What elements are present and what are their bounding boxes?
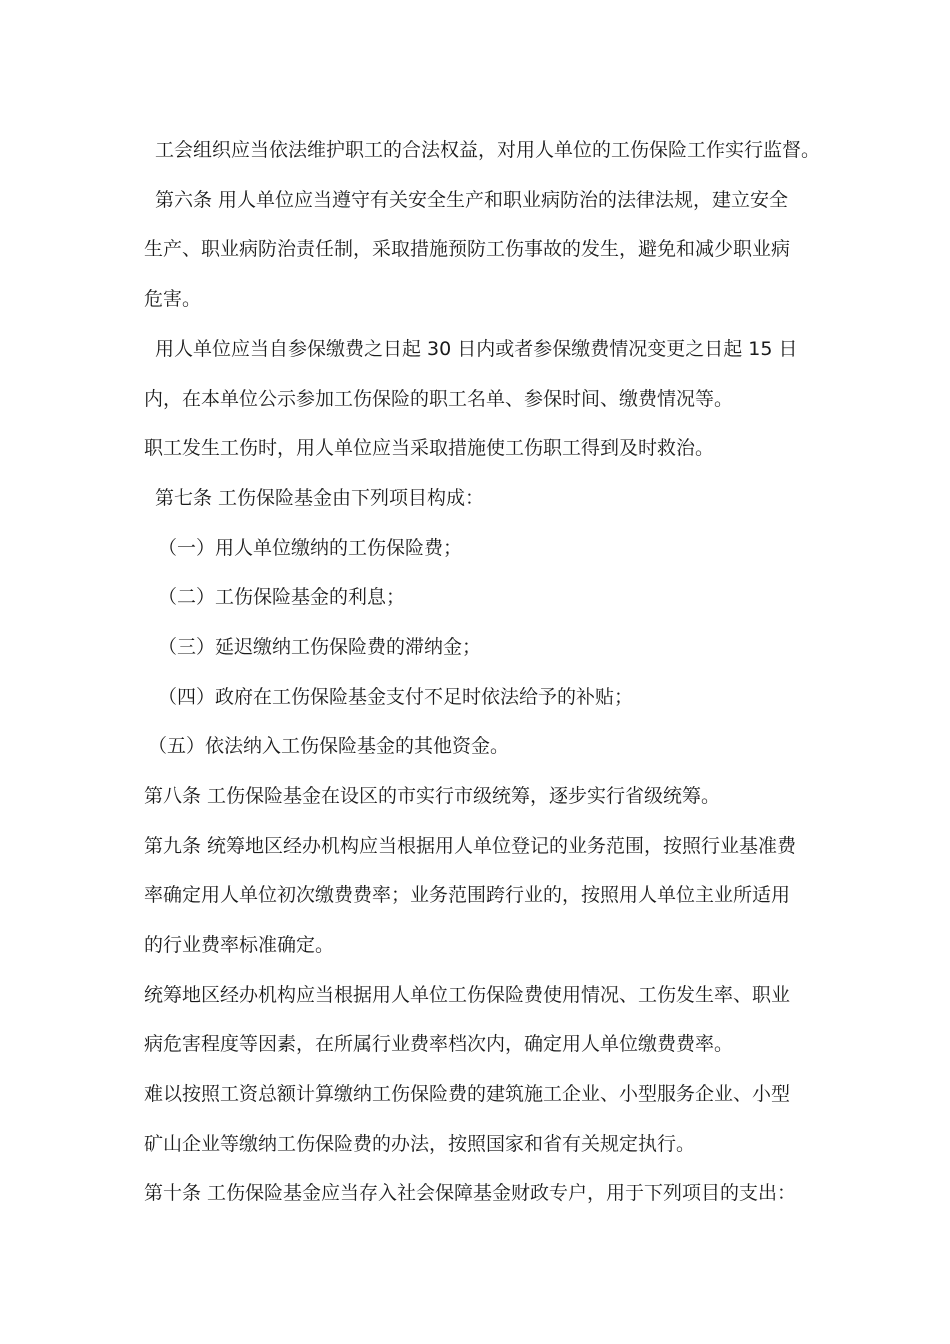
text-line-8: 第七条 工伤保险基金由下列项目构成：	[155, 487, 485, 509]
text-line-4: 危害。	[144, 288, 202, 310]
text-line-9: （一）用人单位缴纳的工伤保险费；	[158, 537, 463, 559]
text-line-15: 第九条 统筹地区经办机构应当根据用人单位登记的业务范围，按照行业基准费	[144, 835, 797, 857]
text-line-2: 第六条 用人单位应当遵守有关安全生产和职业病防治的法律法规，建立安全	[155, 189, 789, 211]
text-line-5: 用人单位应当自参保缴费之日起 30 日内或者参保缴费情况变更之日起 15 日	[155, 338, 798, 360]
text-line-1: 工会组织应当依法维护职工的合法权益，对用人单位的工伤保险工作实行监督。	[155, 139, 821, 161]
text-line-6: 内，在本单位公示参加工伤保险的职工名单、参保时间、缴费情况等。	[144, 388, 734, 410]
text-line-7: 职工发生工伤时，用人单位应当采取措施使工伤职工得到及时救治。	[144, 437, 715, 459]
text-line-20: 难以按照工资总额计算缴纳工伤保险费的建筑施工企业、小型服务企业、小型	[144, 1083, 791, 1105]
text-line-11: （三）延迟缴纳工伤保险费的滞纳金；	[158, 636, 482, 658]
text-line-10: （二）工伤保险基金的利息；	[158, 586, 406, 608]
text-line-13: （五）依法纳入工伤保险基金的其他资金。	[148, 735, 510, 757]
text-line-22: 第十条 工伤保险基金应当存入社会保障基金财政专户，用于下列项目的支出：	[144, 1182, 797, 1204]
text-line-17: 的行业费率标准确定。	[144, 934, 335, 956]
text-line-21: 矿山企业等缴纳工伤保险费的办法，按照国家和省有关规定执行。	[144, 1133, 696, 1155]
text-line-14: 第八条 工伤保险基金在设区的市实行市级统筹，逐步实行省级统筹。	[144, 785, 721, 807]
text-line-12: （四）政府在工伤保险基金支付不足时依法给予的补贴；	[158, 686, 634, 708]
text-line-3: 生产、职业病防治责任制，采取措施预防工伤事故的发生，避免和减少职业病	[144, 238, 791, 260]
text-line-16: 率确定用人单位初次缴费费率；业务范围跨行业的，按照用人单位主业所适用	[144, 884, 791, 906]
text-line-19: 病危害程度等因素，在所属行业费率档次内，确定用人单位缴费费率。	[144, 1033, 734, 1055]
text-line-18: 统筹地区经办机构应当根据用人单位工伤保险费使用情况、工伤发生率、职业	[144, 984, 791, 1006]
